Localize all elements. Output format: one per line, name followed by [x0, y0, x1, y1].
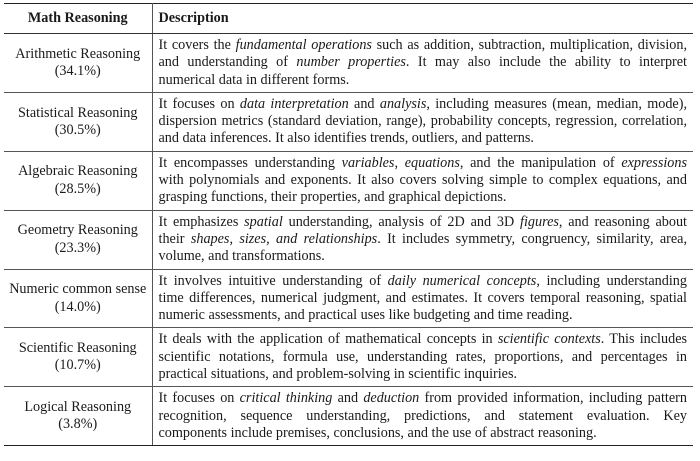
description-text: ,: [394, 154, 405, 171]
table-row: [4, 387, 693, 446]
category-percentage: (28.5%): [54, 180, 101, 197]
table-row: [4, 328, 693, 387]
description-emphasis: variables: [341, 154, 395, 171]
category-percentage: (30.5%): [54, 121, 101, 138]
description-cell: [152, 328, 693, 387]
description-text: , and reasoning about their: [158, 213, 687, 247]
description-emphasis: shapes, sizes, and relationships: [190, 230, 378, 247]
description-emphasis: spatial: [244, 213, 283, 230]
category-name: Geometry Reasoning: [17, 222, 138, 239]
category-cell: [4, 210, 152, 269]
table-row: [4, 34, 693, 93]
description-cell: [152, 34, 693, 93]
category-cell: [4, 92, 152, 151]
category-percentage: (10.7%): [54, 357, 101, 374]
math-reasoning-table: [4, 3, 693, 446]
category-cell: [4, 387, 152, 446]
description-emphasis: expressions: [621, 154, 687, 171]
description-text: It involves intuitive understanding of: [158, 272, 388, 289]
description-emphasis: equations: [404, 154, 460, 171]
category-percentage: (3.8%): [58, 416, 98, 433]
description-text: . This includes scientific notations, formula use, understanding rates, proportions, and percentages in practical situations, and problem-solving in scientific inquiries.: [158, 331, 688, 383]
description-emphasis: figures: [520, 213, 559, 230]
description-text: understanding, analysis of 2D and 3D: [282, 213, 520, 230]
description-emphasis: analysis: [379, 95, 427, 112]
description-cell: [152, 210, 693, 269]
table-body: [4, 34, 693, 446]
header-math-reasoning: Math Reasoning: [4, 4, 152, 34]
description-text: and: [348, 95, 380, 112]
description-text: . It includes symmetry, congruency, similarity, area, volume, and transformations.: [158, 230, 687, 265]
table-row: [4, 269, 693, 328]
category-percentage: (23.3%): [54, 239, 101, 256]
category-cell: [4, 151, 152, 210]
header-row: [4, 4, 693, 34]
description-text: It covers the: [158, 37, 236, 53]
description-text: , including understanding time differences, numerical judgment, and estimates. It covers temporal reasoning, spatial numeric assessments, and practical uses like budgeting and time reading.: [158, 272, 687, 324]
category-name: Statistical Reasoning: [18, 104, 138, 121]
description-cell: [152, 387, 693, 446]
description-text: from provided information, including pattern recognition, sequence understanding, predictions, and statement evaluation. Key components include premises, conclusions, and the use of abstract reasoning.: [158, 390, 687, 441]
description-text: It focuses on: [158, 95, 240, 112]
description-text: such as addition, subtraction, multiplication, division, and understanding of: [158, 37, 688, 71]
category-name: Numeric common sense: [9, 281, 147, 298]
table-row: [4, 151, 693, 210]
description-cell: [152, 92, 693, 151]
description-emphasis: scientific contexts: [497, 331, 601, 348]
description-emphasis: data interpretation: [239, 95, 349, 112]
category-name: Arithmetic Reasoning: [15, 45, 141, 62]
table-row: [4, 210, 693, 269]
description-text: , and the manipulation of: [459, 154, 622, 171]
description-text: It deals with the application of mathematical concepts in: [158, 331, 498, 348]
category-cell: [4, 328, 152, 387]
category-name: Algebraic Reasoning: [18, 163, 138, 180]
header-description: Description: [152, 4, 693, 34]
description-cell: [152, 269, 693, 328]
table-row: [4, 92, 693, 151]
description-text: It emphasizes: [158, 213, 245, 230]
description-text: and: [332, 390, 364, 407]
description-emphasis: daily numerical concepts: [387, 272, 537, 289]
description-text: , including measures (mean, median, mode), dispersion metrics (standard deviation, range), probability concepts, regression, correlation, and data inferences. It also identifies trends, outliers, and patterns.: [158, 95, 687, 147]
description-text: with polynomials and exponents. It also covers solving simple to complex equations, and grasping functions, their properties, and graphical depictions.: [158, 172, 687, 206]
category-name: Scientific Reasoning: [18, 340, 137, 357]
description-emphasis: critical thinking: [239, 390, 333, 407]
description-emphasis: number properties: [296, 54, 406, 71]
description-text: It focuses on: [158, 390, 240, 407]
category-cell: [4, 34, 152, 93]
description-text: It encompasses understanding: [158, 154, 342, 171]
category-percentage: (34.1%): [54, 62, 101, 79]
description-cell: [152, 151, 693, 210]
category-cell: [4, 269, 152, 328]
description-text: . It may also include the ability to interpret numerical data in different forms.: [158, 54, 687, 88]
category-name: Logical Reasoning: [24, 398, 132, 415]
description-emphasis: fundamental operations: [235, 37, 372, 53]
category-percentage: (14.0%): [54, 298, 101, 315]
description-emphasis: deduction: [363, 390, 420, 407]
